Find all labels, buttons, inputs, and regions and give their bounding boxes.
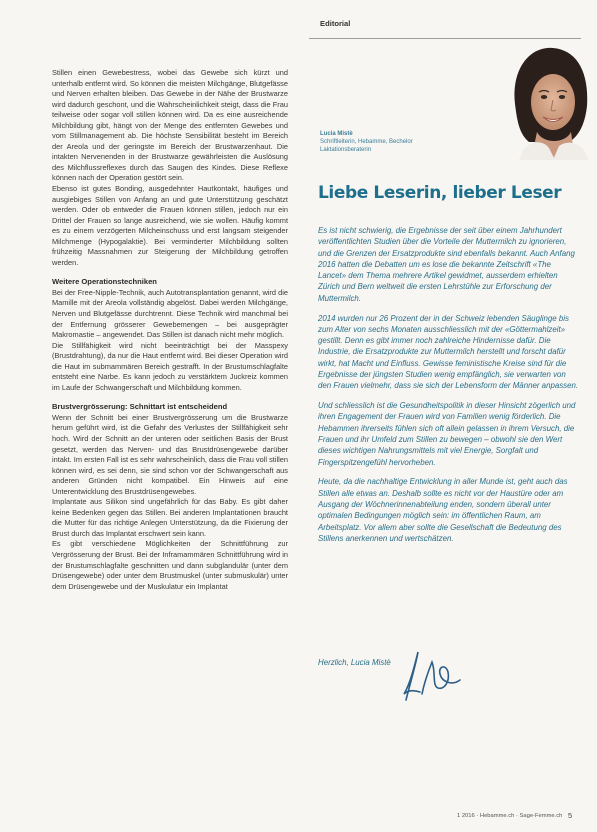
editorial-headline: Liebe Leserin, lieber Leser [318,183,562,203]
article-column [52,68,288,592]
editorial-paragraph: 2014 wurden nur 26 Prozent der in der Schweiz lebenden Säuglinge bis zum Alter von sechs Monaten ausschliesslich mit der «Göttermahlzeit» gestillt. Denn es gibt immer noch zahlreiche Hindernisse dafür. Die Industrie, die Ersatzprodukte zur Muttermilch herstellt und forscht dafür wirkt, hat Macht und Einfluss. Gewisse feministische Kreise sind für die Ergebnisse der jüngsten Studien wenig empfänglich, sie verwarten von den Frauen vielmehr, dass sie sich der Lebensform der Männer anpassen. [318,313,579,391]
author-credit [320,130,460,154]
author-role: Schriftleiterin, Hebamme, Bechelor Laktationsberaterin [320,139,413,153]
article-subheading: Brustvergrösserung: Schnittart ist entscheidend [52,402,228,412]
article-paragraph: Stillen einen Gewebestress, wobei das Gewebe sich kürzt und unterhalb entfernt wird. So können die meisten Milchgänge, Blutgefässe und Nerven erhalten bleiben. Das Gewebe in der Nähe der Brustwarze wird dadurch geschont, und die Wahrscheinlichkeit steigt, dass die Frau teilweise oder sogar voll stillen können wird. Da es eine ausreichende Milchbildung gibt, hängt von der Menge des entfernten Gewebes und vom Stillmanagement ab. Die höchste Sensibilität besteht im Bereich der Areola und der geringste im Bereich der Brustwarzenhaut. Die intakten Nervenenden in der Brustwarze gewährleisten die Auslösung des Milchflussreflexes durch das Saugen des Kindes. Diese Reflexe können nach der Operation gestört sein. [52,68,288,183]
article-paragraph: Ebenso ist gutes Bonding, ausgedehnter Hautkontakt, häufiges und ausgiebiges Stillen von Anfang an und gute Unterstützung geschätzt werden. Oder ob entweder die Frauen können stillen, jedoch nur ein Drittel der Frauen so lange ausreichend, wie sie wollen. Häufig kommt es zu einem verzögerten Milcheinschuss und erst langsam steigender Milchmenge (Hypogalaktie). Bei verminderter Milchbildung sollten frühzeitig Massnahmen zur Steigerung der Milchbildung getroffen werden. [52,184,288,267]
editorial-paragraph: Heute, da die nachhaltige Entwicklung in aller Munde ist, geht auch das Stillen alle etwas an. Deshalb sollte es nicht vor der Haustüre oder am Ausgang der Wöchnerinnenabteilung enden, sondern überall unter optimalen Bedingungen möglich sein: im öffentlichen Raum, am Arbeitsplatz. Vor allem aber sollte die Gesellschaft die Bedeutung des Stillens anerkennen und wertschätzen. [318,477,568,543]
sign-off: Herzlich, Lucia Mistè [318,658,391,667]
editorial-paragraph: Und schliesslich ist die Gesundheitspolitik in dieser Hinsicht zögerlich und ihren Engagement der Frauen wird von Familien wenig förderlich. Die Hebammen ihrerseits fühlen sich oft allein gelassen in ihrem Versuch, die Frauen und ihr Umfeld zum Stillen zu bewegen – obwohl sie den Wert dieses wichtigen Nahrungsmittels mit viel Energie, Sorgfalt und Fingerspitzengefühl hervorheben. [318,401,576,467]
article-subheading: Weitere Operationstechniken [52,277,157,287]
article-paragraph: Wenn der Schnitt bei einer Brustvergrösserung um die Brustwarze herum geführt wird, ist die Gefahr des Verlustes der Stillfähigkeit sehr hoch. Wird der Schnitt an der unteren oder seitlichen Basis der Brust gesetzt, werden das Nerven- und das Brustdrüsengewebe darüber intakt. Im ersten Fall ist es sehr wahrscheinlich, dass die Frau voll stillen können wird, es sei denn, sie sind schon vor der Schwangerschaft aus anderen Gründen nicht kompatibel. Ein Hinweis auf eine Unterentwicklung des Brustdrüsengewebes. [52,412,288,496]
article-paragraph: Die Stillfähigkeit wird nicht beeinträchtigt bei der Masspexy (Brustdrahtung), da nur die Haut entfernt wird. Bei dieser Operation wird die Haut im submammären Bereich gestrafft. In der Brustumschlagfalte entsteht eine Narbe. Es kann jedoch zu verstärktem Juckreiz kommen im Laufe der Schwangerschaft und Milchbildung kommen. [52,340,288,392]
section-label: Editorial [320,19,351,28]
editorial-text [318,225,580,553]
article-paragraph: Es gibt verschiedene Möglichkeiten der Schnittführung zur Vergrösserung der Brust. Bei der Inframammären Schnittführung wird in der Brustumschlagfalte geschnitten und dann subglandulär (unter dem Drüsengewebe) oder unter dem Brustmuskel (unter submuskulär) unter dem Drüsengewebe und der Muskulatur ein Implantat [52,539,288,591]
article-paragraph: Bei der Free-Nipple-Technik, auch Autotransplantation genannt, wird die Mamille mit der Areola vollständig abgelöst. Dabei werden Milchgänge, Nerven und Blutgefässe durchtrennt. Diese Technik wird manchmal bei der Entfernung grösserer Gewebemengen – bei ausgeprägter Makromastie – angewendet. Das Stillen ist danach nicht mehr möglich. [52,287,288,340]
handwritten-signature [392,644,466,704]
footer-publication: 1 2016 · Hebamme.ch · Sage-Femme.ch [457,813,563,819]
article-paragraph: Implantate aus Silikon sind ungefährlich für das Baby. Es gibt daher keine Bedenken gegen das Stillen. Bei anderen Implantationen braucht die Mutter für das richtige Anlegen Unterstützung, da die Fixierung der Brust durch das Implantat erschwert sein kann. [52,497,288,538]
header-rule [309,38,581,39]
author-name: Lucia Mistè [320,131,353,137]
page-number: 5 [568,811,573,820]
editorial-paragraph: Es ist nicht schwierig, die Ergebnisse der seit über einem Jahrhundert veröffentlichten Studien über die Vorteile der Muttermilch zu ignorieren, und die Grenzen der Ersatzprodukte sind ebenfalls bekannt. Auch Anfang 2016 hatten die Debatten um es lose die bekannte Zeitschrift «The Lancet» dem Thema mehrere Artikel gewidmet, ausserdem erhielten Zürich und Bern weltweit die ersten Lehrstühle zur Erforschung der Muttermilch. [318,226,575,303]
author-portrait [509,40,589,160]
